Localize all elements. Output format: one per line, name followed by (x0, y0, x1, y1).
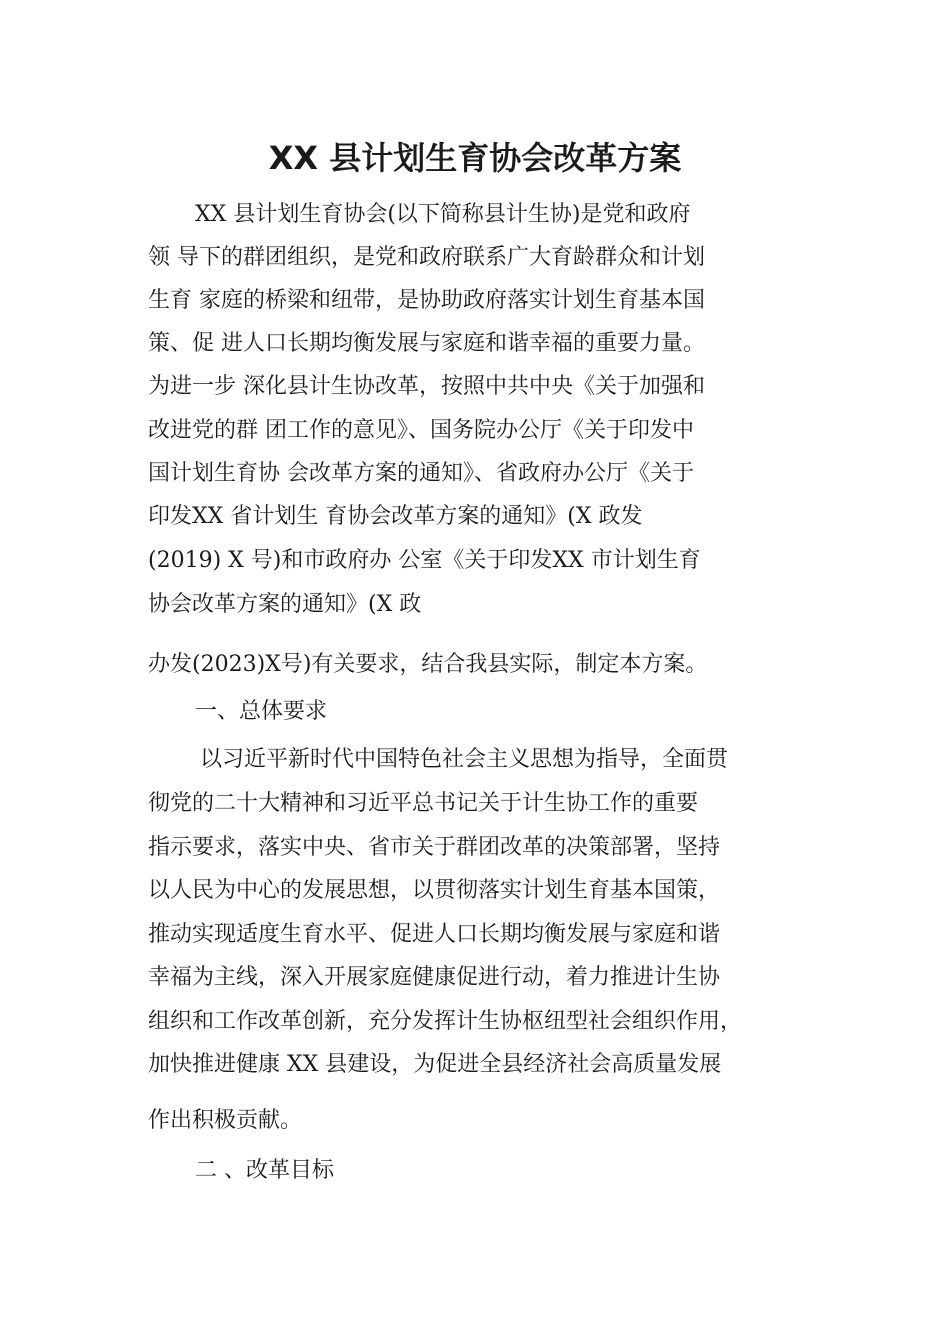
intro-line: (2019) X 号)和市政府办 公室《关于印发XX 市计划生育 (148, 548, 701, 573)
section-line: 推动实现适度生育水平、促进人口长期均衡发展与家庭和谐 (148, 922, 721, 947)
intro-line: 策、促 进人口长期均衡发展与家庭和谐幸福的重要力量。 (148, 331, 705, 356)
intro-line: XX 县计划生育协会(以下简称县计生协)是党和政府 (195, 202, 691, 227)
section-line: 以习近平新时代中国特色社会主义思想为指导，全面贯 (200, 747, 729, 772)
section-heading: 二 、改革目标 (195, 1158, 334, 1183)
section-line: 组织和工作改革创新，充分发挥计生协枢纽型社会组织作用， (148, 1009, 743, 1034)
intro-line: 印发XX 省计划生 育协会改革方案的通知》(X 政发 (148, 504, 643, 529)
intro-line: 国计划生育协 会改革方案的通知》、省政府办公厅《关于 (148, 461, 694, 486)
section-line: 加快推进健康 XX 县建设，为促进全县经济社会高质量发展 (148, 1052, 722, 1077)
intro-line: 改进党的群 团工作的意见》、国务院办公厅《关于印发中 (148, 418, 694, 443)
section-heading: 一、总体要求 (195, 699, 328, 724)
intro-line: 办发(2023)X号)有关要求，结合我县实际，制定本方案。 (148, 652, 708, 677)
intro-line: 为进一步 深化县计生协改革，按照中共中央《关于加强和 (148, 374, 705, 399)
section-line: 作出积极贡献。 (148, 1108, 303, 1133)
section-line: 彻党的二十大精神和习近平总书记关于计生协工作的重要 (148, 791, 699, 816)
section-line: 幸福为主线，深入开展家庭健康促进行动，着力推进计生协 (148, 965, 721, 990)
intro-line: 协会改革方案的通知》(X 政 (148, 592, 422, 617)
section-line: 以人民为中心的发展思想，以贯彻落实计划生育基本国策， (148, 878, 721, 903)
document-title: XX 县计划生育协会改革方案 (268, 139, 682, 177)
intro-line: 领 导下的群团组织，是党和政府联系广大育龄群众和计划 (148, 245, 705, 270)
intro-line: 生育 家庭的桥梁和纽带，是协助政府落实计划生育基本国 (148, 288, 705, 313)
section-line: 指示要求，落实中央、省市关于群团改革的决策部署，坚持 (148, 835, 721, 860)
